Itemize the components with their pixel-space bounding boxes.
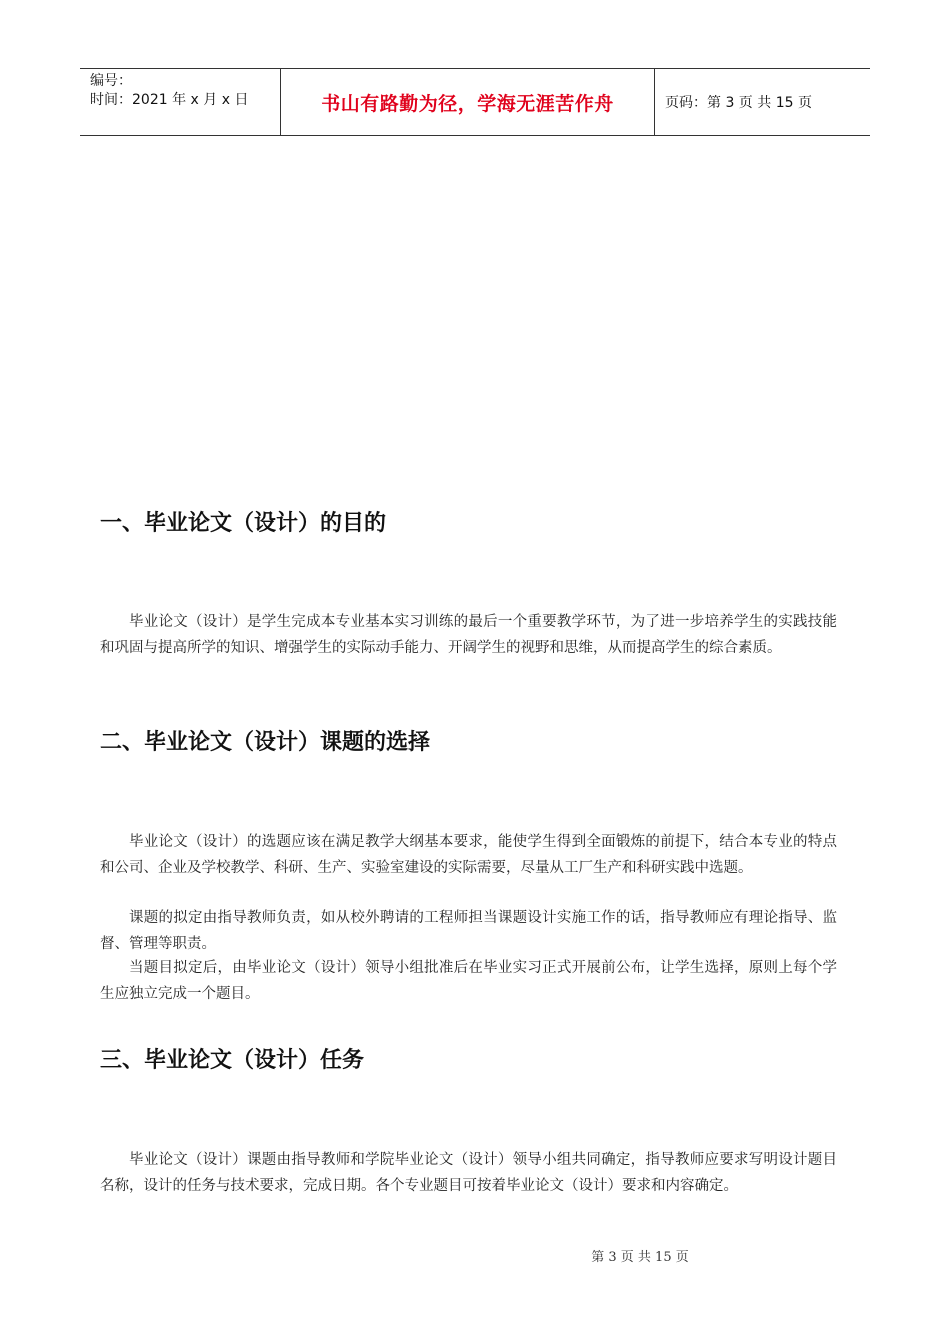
section-3-heading: 三、毕业论文（设计）任务 [100,1048,365,1073]
header-page-info: 页码：第 3 页 共 15 页 [665,95,812,111]
doc-number-label: 编号： [90,73,132,89]
doc-time-label: 时间：2021 年 x 月 x 日 [90,92,249,108]
section-2-paragraph-2: 课题的拟定由指导教师负责，如从校外聘请的工程师担当课题设计实施工作的话，指导教师应有理论指导、监督、管理等职责。 [100,910,837,952]
page-footer: 第 3 页 共 15 页 [591,1250,689,1265]
section-3-paragraph-1: 毕业论文（设计）课题由指导教师和学院毕业论文（设计）领导小组共同确定，指导教师应要求写明设计题目名称，设计的任务与技术要求，完成日期。各个专业题目可按着毕业论文（设计）要求和内容确定。 [100,1152,837,1194]
header-motto: 书山有路勤为径，学海无涯苦作舟 [281,69,655,135]
section-2-paragraph-3: 当题目拟定后，由毕业论文（设计）领导小组批准后在毕业实习正式开展前公布，让学生选择，原则上每个学生应独立完成一个题目。 [100,960,837,1002]
section-2-paragraph-1: 毕业论文（设计）的选题应该在满足教学大纲基本要求，能使学生得到全面锻炼的前提下，结合本专业的特点和公司、企业及学校教学、科研、生产、实验室建设的实际需要，尽量从工厂生产和科研实践中选题。 [100,834,837,876]
section-2-heading: 二、毕业论文（设计）课题的选择 [100,730,431,755]
section-1-paragraph-1: 毕业论文（设计）是学生完成本专业基本实习训练的最后一个重要教学环节，为了进一步培养学生的实践技能和巩固与提高所学的知识、增强学生的实际动手能力、开阔学生的视野和思维，从而提高学生的综合素质。 [100,614,837,656]
header-meta [80,69,281,135]
page-header [80,68,870,136]
section-1-heading: 一、毕业论文（设计）的目的 [100,511,387,536]
